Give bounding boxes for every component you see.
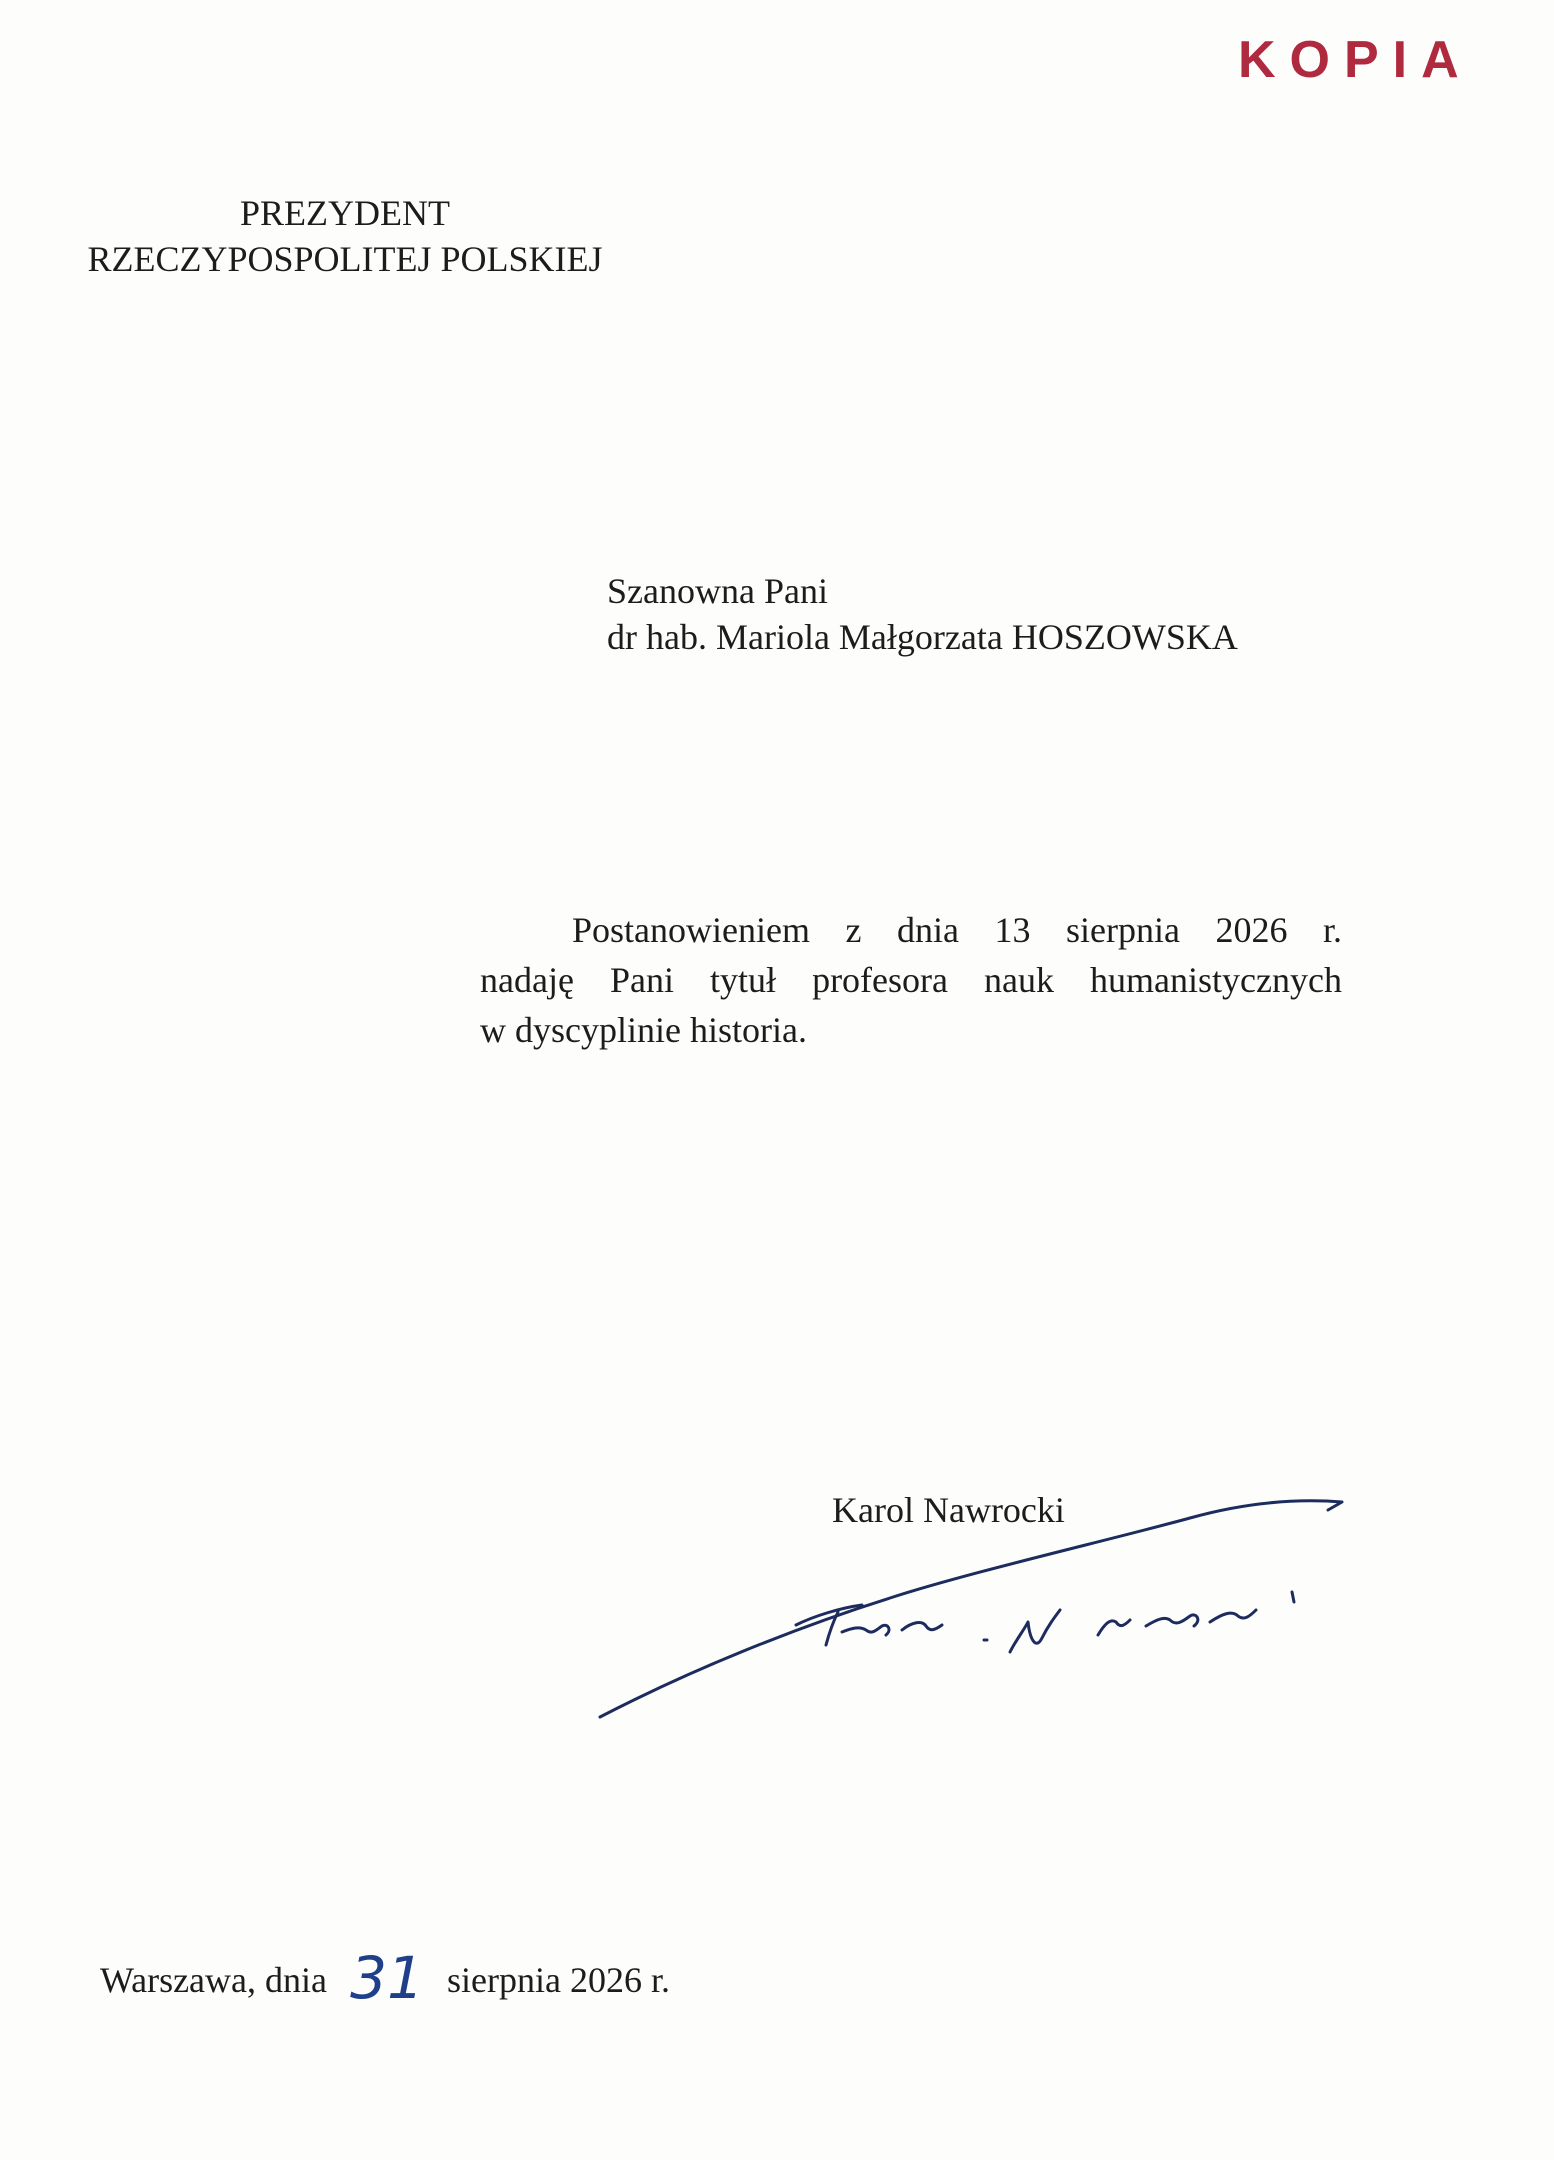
handwritten-day: 31 (350, 1944, 424, 2012)
issuer-header (40, 190, 650, 282)
salutation (607, 568, 1238, 660)
salutation-greeting: Szanowna Pani (607, 571, 828, 611)
date-prefix: Warszawa, dnia (100, 1960, 327, 2000)
body-line-3: w dyscyplinie historia. (480, 1010, 807, 1050)
issuer-title: PREZYDENT (240, 193, 450, 233)
letter-body (480, 905, 1342, 1055)
date-line (100, 1944, 670, 2012)
body-line-2: nadaję Pani tytuł profesora nauk humanistycznych (480, 960, 1342, 1000)
recipient-name: dr hab. Mariola Małgorzata HOSZOWSKA (607, 617, 1238, 657)
date-suffix: sierpnia 2026 r. (447, 1960, 670, 2000)
signer-name: Karol Nawrocki (832, 1490, 1065, 1530)
body-line-1: Postanowieniem z dnia 13 sierpnia 2026 r. (572, 910, 1342, 950)
handwritten-signature (590, 1480, 1350, 1730)
issuer-country: RZECZYPOSPOLITEJ POLSKIEJ (87, 239, 603, 279)
copy-stamp: KOPIA (1238, 31, 1473, 89)
